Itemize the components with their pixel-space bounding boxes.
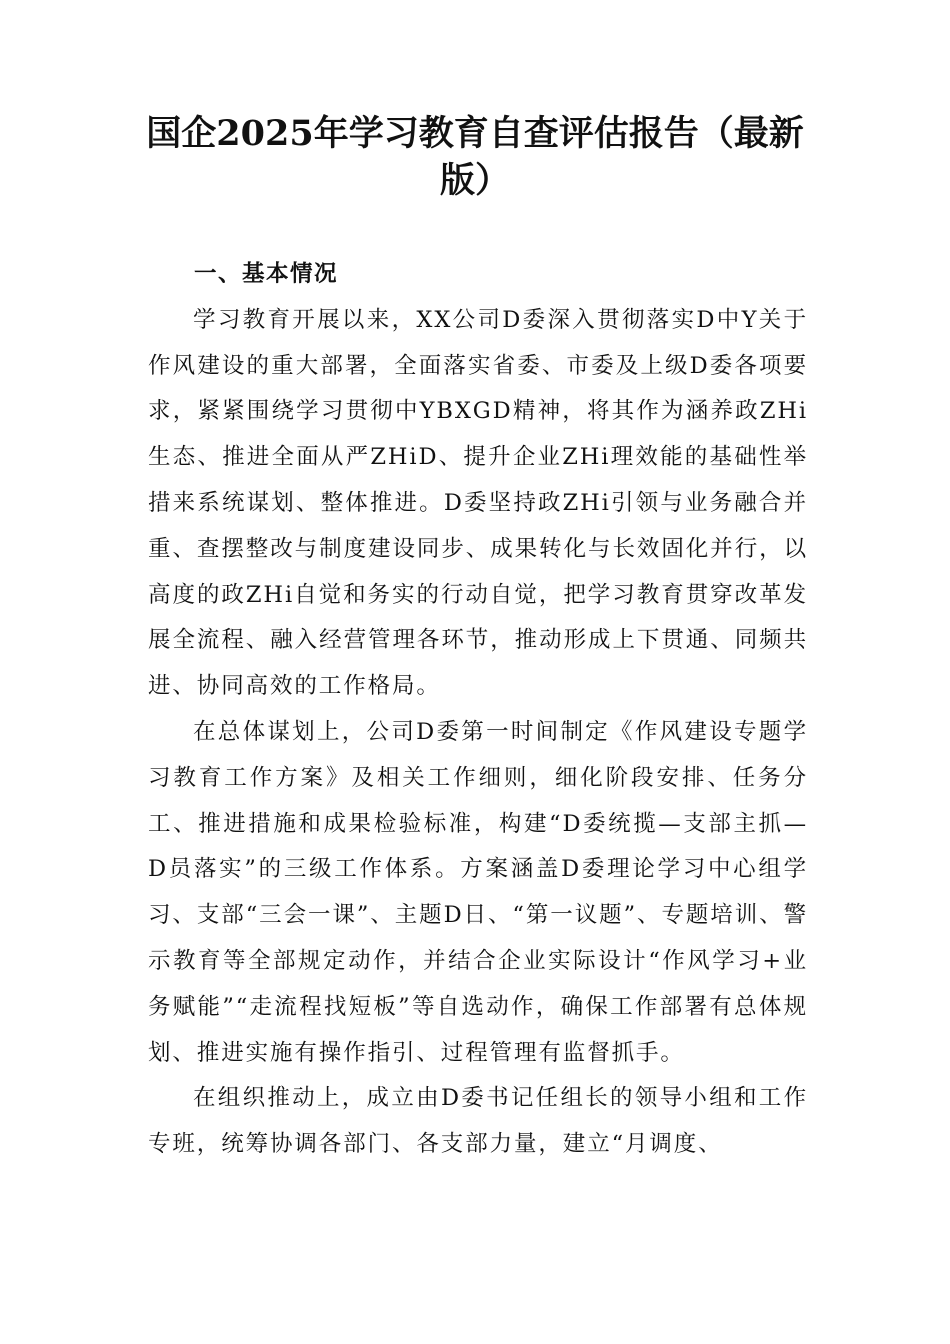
document-title: 国企2025年学习教育自查评估报告（最新版） [146,113,804,201]
paragraph-organization: 在组织推动上，成立由D委书记任组长的领导小组和工作专班，统筹协调各部门、各支部力量，建立“月调度、 [148,1085,808,1158]
document-body [148,252,808,1168]
paragraph-overview: 学习教育开展以来，XX公司D委深入贯彻落实D中Y关于作风建设的重大部署，全面落实省委、市委及上级D委各项要求，紧紧围绕学习贯彻中YBXGD精神，将其作为涵养政ZHi生态、推进全面从严ZHiD、提升企业ZHi理效能的基础性举措来系统谋划、整体推进。D委坚持政ZHi引领与业务融合并重、查摆整改与制度建设同步、成果转化与长效固化并行，以高度的政ZHi自觉和务实的行动自觉，把学习教育贯穿改革发展全流程、融入经营管理各环节，推动形成上下贯通、同频共进、协同高效的工作格局。 [148,306,808,700]
section-heading-basic-situation: 一、基本情况 [194,261,339,287]
paragraph-overall-planning: 在总体谋划上，公司D委第一时间制定《作风建设专题学习教育工作方案》及相关工作细则，细化阶段安排、任务分工、推进措施和成果检验标准，构建“D委统揽—支部主抓—D员落实”的三级工作体系。方案涵盖D委理论学习中心组学习、支部“三会一课”、主题D日、“第一议题”、专题培训、警示教育等全部规定动作，并结合企业实际设计“作风学习+业务赋能”“走流程找短板”等自选动作，确保工作部署有总体规划、推进实施有操作指引、过程管理有监督抓手。 [148,718,808,1066]
